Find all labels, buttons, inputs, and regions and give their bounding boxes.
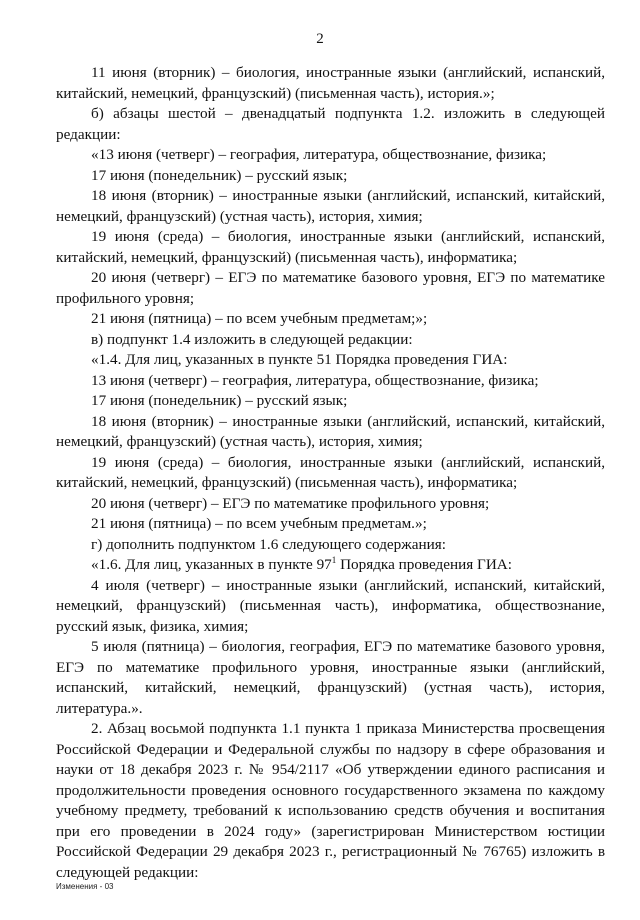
paragraph-text: «1.6. Для лиц, указанных в пункте 97 [91,556,332,573]
paragraph: «1.4. Для лиц, указанных в пункте 51 Порядка проведения ГИА: [91,351,508,368]
page-number: 2 [316,31,324,47]
paragraph: 4 июля (четверг) – иностранные языки (английский, испанский, китайский, немецкий, французский) (письменная часть), информатика, обществознание, русский язык, физика, химия; [56,576,605,635]
paragraph: 21 июня (пятница) – по всем учебным предметам;»; [91,310,428,327]
paragraph: 19 июня (среда) – биология, иностранные языки (английский, испанский, китайский, немецкий, французский) (письменная часть), информатика; [56,228,605,266]
paragraph: 20 июня (четверг) – ЕГЭ по математике профильного уровня; [91,494,490,512]
document-body [56,63,605,883]
paragraph: 2. Абзац восьмой подпункта 1.1 пункта 1 приказа Министерства просвещения Российской Федерации и Федеральной службы по надзору в сфере образования и науки от 18 декабря 2023 г. № 954/2117 «Об утверждении единого расписания и продолжительности проведения основного государственного экзамена по каждому учебному предмету, требований к использованию средств обучения и воспитания при его проведении в 2024 году» (зарегистрирован Министерством юстиции Российской Федерации 29 декабря 2023 г., регистрационный № 76765) изложить в следующей редакции: [56,720,605,881]
superscript: 1 [331,554,337,565]
paragraph: б) абзацы шестой – двенадцатый подпункта 1.2. изложить в следующей редакции: [56,105,605,143]
paragraph: 18 июня (вторник) – иностранные языки (английский, испанский, китайский, немецкий, французский) (устная часть), история, химия; [56,412,605,450]
paragraph: 20 июня (четверг) – ЕГЭ по математике базового уровня, ЕГЭ по математике профильного уровня; [56,269,605,307]
paragraph: 17 июня (понедельник) – русский язык; [91,392,348,409]
paragraph: 5 июля (пятница) – биология, география, ЕГЭ по математике базового уровня, ЕГЭ по математике профильного уровня, иностранные языки (английский, испанский, китайский, немецкий, французский) (устная часть), история, литература.». [56,638,605,717]
paragraph: 13 июня (четверг) – география, литература, обществознание, физика; [91,371,539,389]
paragraph: «13 июня (четверг) – география, литература, обществознание, физика; [91,146,547,163]
paragraph: 17 июня (понедельник) – русский язык; [91,166,348,184]
paragraph: г) дополнить подпунктом 1.6 следующего содержания: [91,535,446,553]
paragraph: 19 июня (среда) – биология, иностранные языки (английский, испанский, китайский, немецкий, французский) (письменная часть), информатика; [56,453,605,491]
paragraph: в) подпункт 1.4 изложить в следующей редакции: [91,330,413,348]
footer-note: Изменения - 03 [56,882,114,891]
paragraph: 18 июня (вторник) – иностранные языки (английский, испанский, китайский, немецкий, французский) (устная часть), история, химия; [56,187,605,225]
paragraph-1-6-heading [56,555,605,576]
paragraph: 11 июня (вторник) – биология, иностранные языки (английский, испанский, китайский, немецкий, французский) (письменная часть), история.»; [56,64,605,102]
paragraph-text: Порядка проведения ГИА: [336,556,512,573]
paragraph: 21 июня (пятница) – по всем учебным предметам.»; [91,515,427,532]
